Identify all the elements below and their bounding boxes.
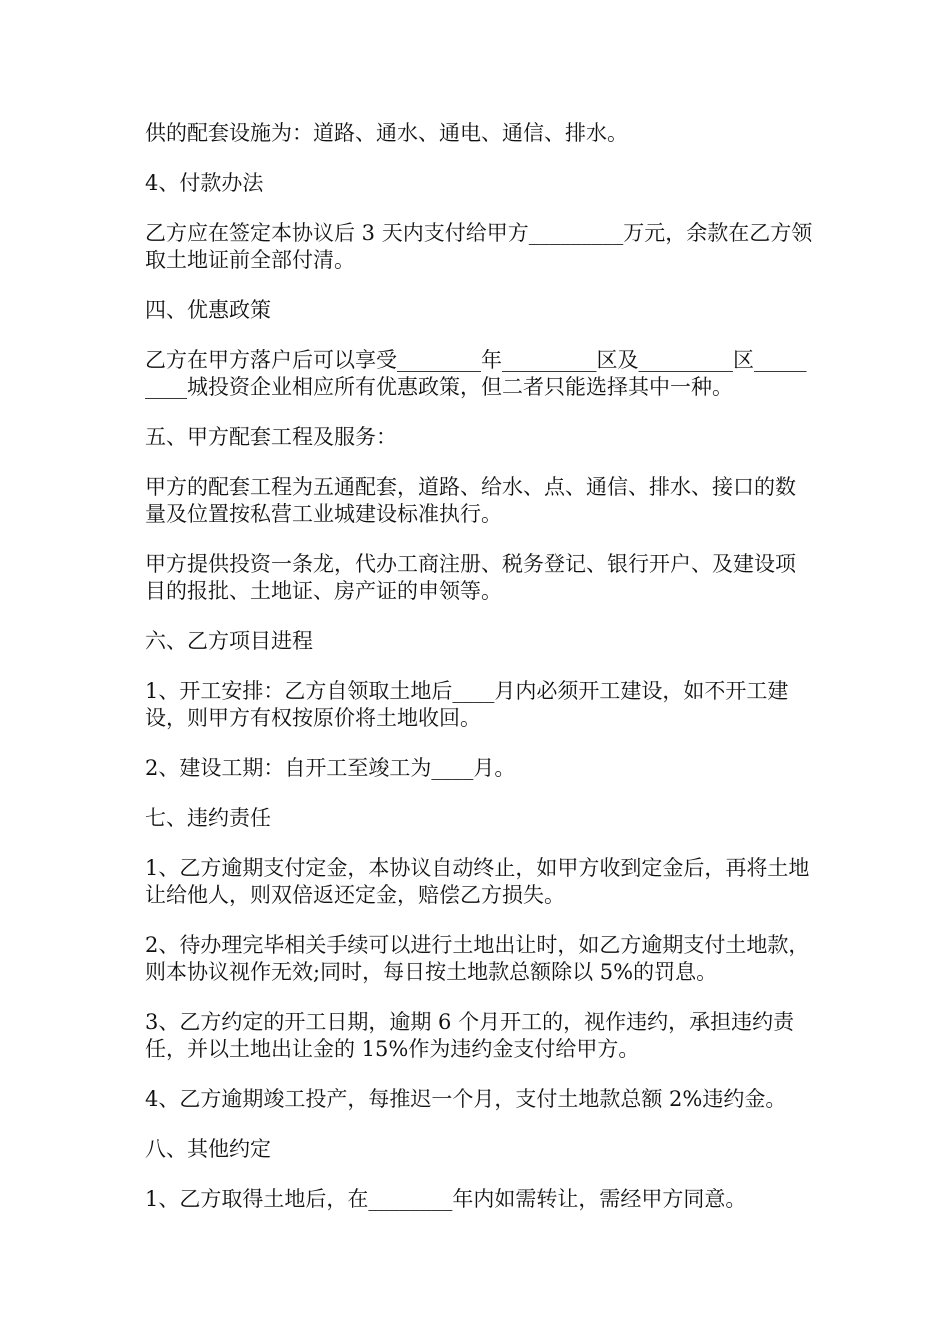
paragraph-construction-start: 1、开工安排：乙方自领取土地后____月内必须开工建设，如不开工建设，则甲方有权按原价将土地收回。 xyxy=(145,679,789,730)
paragraph-construction-period: 2、建设工期：自开工至竣工为____月。 xyxy=(145,756,516,780)
paragraph-breach-start-date: 3、乙方约定的开工日期，逾期 6 个月开工的，视作违约，承担违约责任，并以土地出让金的 15%作为违约金支付给甲方。 xyxy=(145,1010,795,1061)
paragraph-land-transfer: 1、乙方取得土地后，在________年内如需转让，需经甲方同意。 xyxy=(145,1187,747,1211)
heading-other-agreements: 八、其他约定 xyxy=(145,1137,271,1161)
paragraph-payment-terms: 乙方应在签定本协议后 3 天内支付给甲方_________万元，余款在乙方领取土地证前全部付清。 xyxy=(145,221,813,272)
paragraph-breach-deposit: 1、乙方逾期支付定金，本协议自动终止，如甲方收到定金后，再将土地让给他人，则双倍返还定金，赔偿乙方损失。 xyxy=(145,856,810,907)
paragraph-one-stop-service: 甲方提供投资一条龙，代办工商注册、税务登记、银行开户、及建设项目的报批、土地证、房产证的申领等。 xyxy=(145,552,796,603)
paragraph-preferential-policy: 乙方在甲方落户后可以享受________年_________区及_________区_________城投资企业相应所有优惠政策，但二者只能选择其中一种。 xyxy=(145,348,807,399)
paragraph-breach-completion: 4、乙方逾期竣工投产，每推迟一个月，支付土地款总额 2%违约金。 xyxy=(145,1087,787,1111)
heading-preferential-policy: 四、优惠政策 xyxy=(145,298,271,322)
document-body xyxy=(145,120,815,1236)
paragraph-breach-land-payment: 2、待办理完毕相关手续可以进行土地出让时，如乙方逾期支付土地款，则本协议视作无效;同时，每日按土地款总额除以 5%的罚息。 xyxy=(145,933,810,984)
heading-payment-method: 4、付款办法 xyxy=(145,171,264,195)
heading-party-a-services: 五、甲方配套工程及服务： xyxy=(145,425,397,449)
paragraph-facilities: 供的配套设施为：道路、通水、通电、通信、排水。 xyxy=(145,121,628,145)
heading-project-progress: 六、乙方项目进程 xyxy=(145,629,313,653)
heading-breach-liability: 七、违约责任 xyxy=(145,806,271,830)
paragraph-supporting-works: 甲方的配套工程为五通配套，道路、给水、点、通信、排水、接口的数量及位置按私营工业城建设标准执行。 xyxy=(145,475,796,526)
